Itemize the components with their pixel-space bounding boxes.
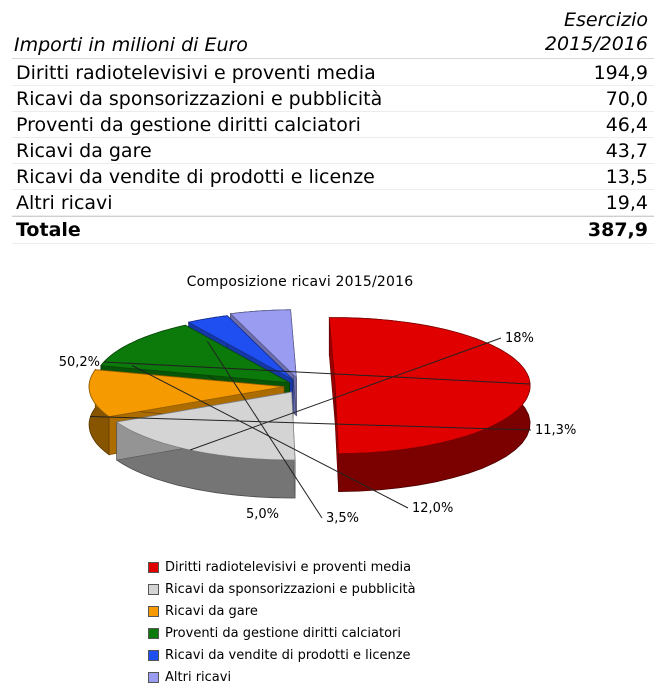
row-label: Ricavi da sponsorizzazioni e pubblicità xyxy=(16,87,383,110)
legend-label: Altri ricavi xyxy=(165,669,232,685)
slice-data-label: 18% xyxy=(505,331,534,346)
total-row xyxy=(12,216,654,244)
slice-data-label: 12,0% xyxy=(412,501,454,516)
row-value: 19,4 xyxy=(605,191,648,214)
row-label: Ricavi da gare xyxy=(16,139,152,162)
legend-label: Ricavi da vendite di prodotti e licenze xyxy=(165,647,411,663)
table-row xyxy=(12,190,654,216)
table-rows xyxy=(12,60,654,244)
table-header xyxy=(12,4,654,56)
legend-label: Diritti radiotelevisivi e proventi media xyxy=(165,559,412,575)
legend-item xyxy=(148,666,416,688)
table-row xyxy=(12,112,654,138)
legend-swatch xyxy=(148,606,159,617)
pie-chart xyxy=(0,290,600,550)
row-label: Diritti radiotelevisivi e proventi media xyxy=(16,61,376,84)
row-value: 13,5 xyxy=(605,165,648,188)
legend-item xyxy=(148,644,416,666)
revenue-table xyxy=(12,4,654,241)
header-divider xyxy=(12,58,654,59)
legend-item xyxy=(148,578,416,600)
chart-title: Composizione ricavi 2015/2016 xyxy=(186,274,414,290)
total-value: 387,9 xyxy=(587,219,648,241)
slice-data-label: 50,2% xyxy=(58,355,100,370)
period-line-1: Esercizio xyxy=(563,9,648,31)
legend-label: Proventi da gestione diritti calciatori xyxy=(165,625,402,641)
table-row xyxy=(12,60,654,86)
table-row xyxy=(12,138,654,164)
slice-data-label: 11,3% xyxy=(535,423,577,438)
row-value: 194,9 xyxy=(593,61,648,84)
legend-swatch xyxy=(148,584,159,595)
slice-data-label: 5,0% xyxy=(246,507,280,522)
legend-swatch xyxy=(148,672,159,683)
row-label: Ricavi da vendite di prodotti e licenze xyxy=(16,165,375,188)
legend-item xyxy=(148,622,416,644)
legend-item xyxy=(148,556,416,578)
legend-swatch xyxy=(148,562,159,573)
table-row xyxy=(12,164,654,190)
period-line-2: 2015/2016 xyxy=(544,33,648,55)
row-value: 43,7 xyxy=(605,139,648,162)
legend-item xyxy=(148,600,416,622)
row-label: Altri ricavi xyxy=(16,191,113,214)
table-row xyxy=(12,86,654,112)
row-label: Proventi da gestione diritti calciatori xyxy=(16,113,361,136)
units-label: Importi in milioni di Euro xyxy=(14,34,248,56)
legend-label: Ricavi da gare xyxy=(165,603,258,619)
chart-legend xyxy=(148,556,416,688)
slice-data-label: 3,5% xyxy=(326,511,360,526)
row-value: 46,4 xyxy=(605,113,648,136)
total-label: Totale xyxy=(16,219,81,241)
period-header xyxy=(478,8,648,56)
row-value: 70,0 xyxy=(605,87,648,110)
legend-label: Ricavi da sponsorizzazioni e pubblicità xyxy=(165,581,416,597)
legend-swatch xyxy=(148,650,159,661)
legend-swatch xyxy=(148,628,159,639)
